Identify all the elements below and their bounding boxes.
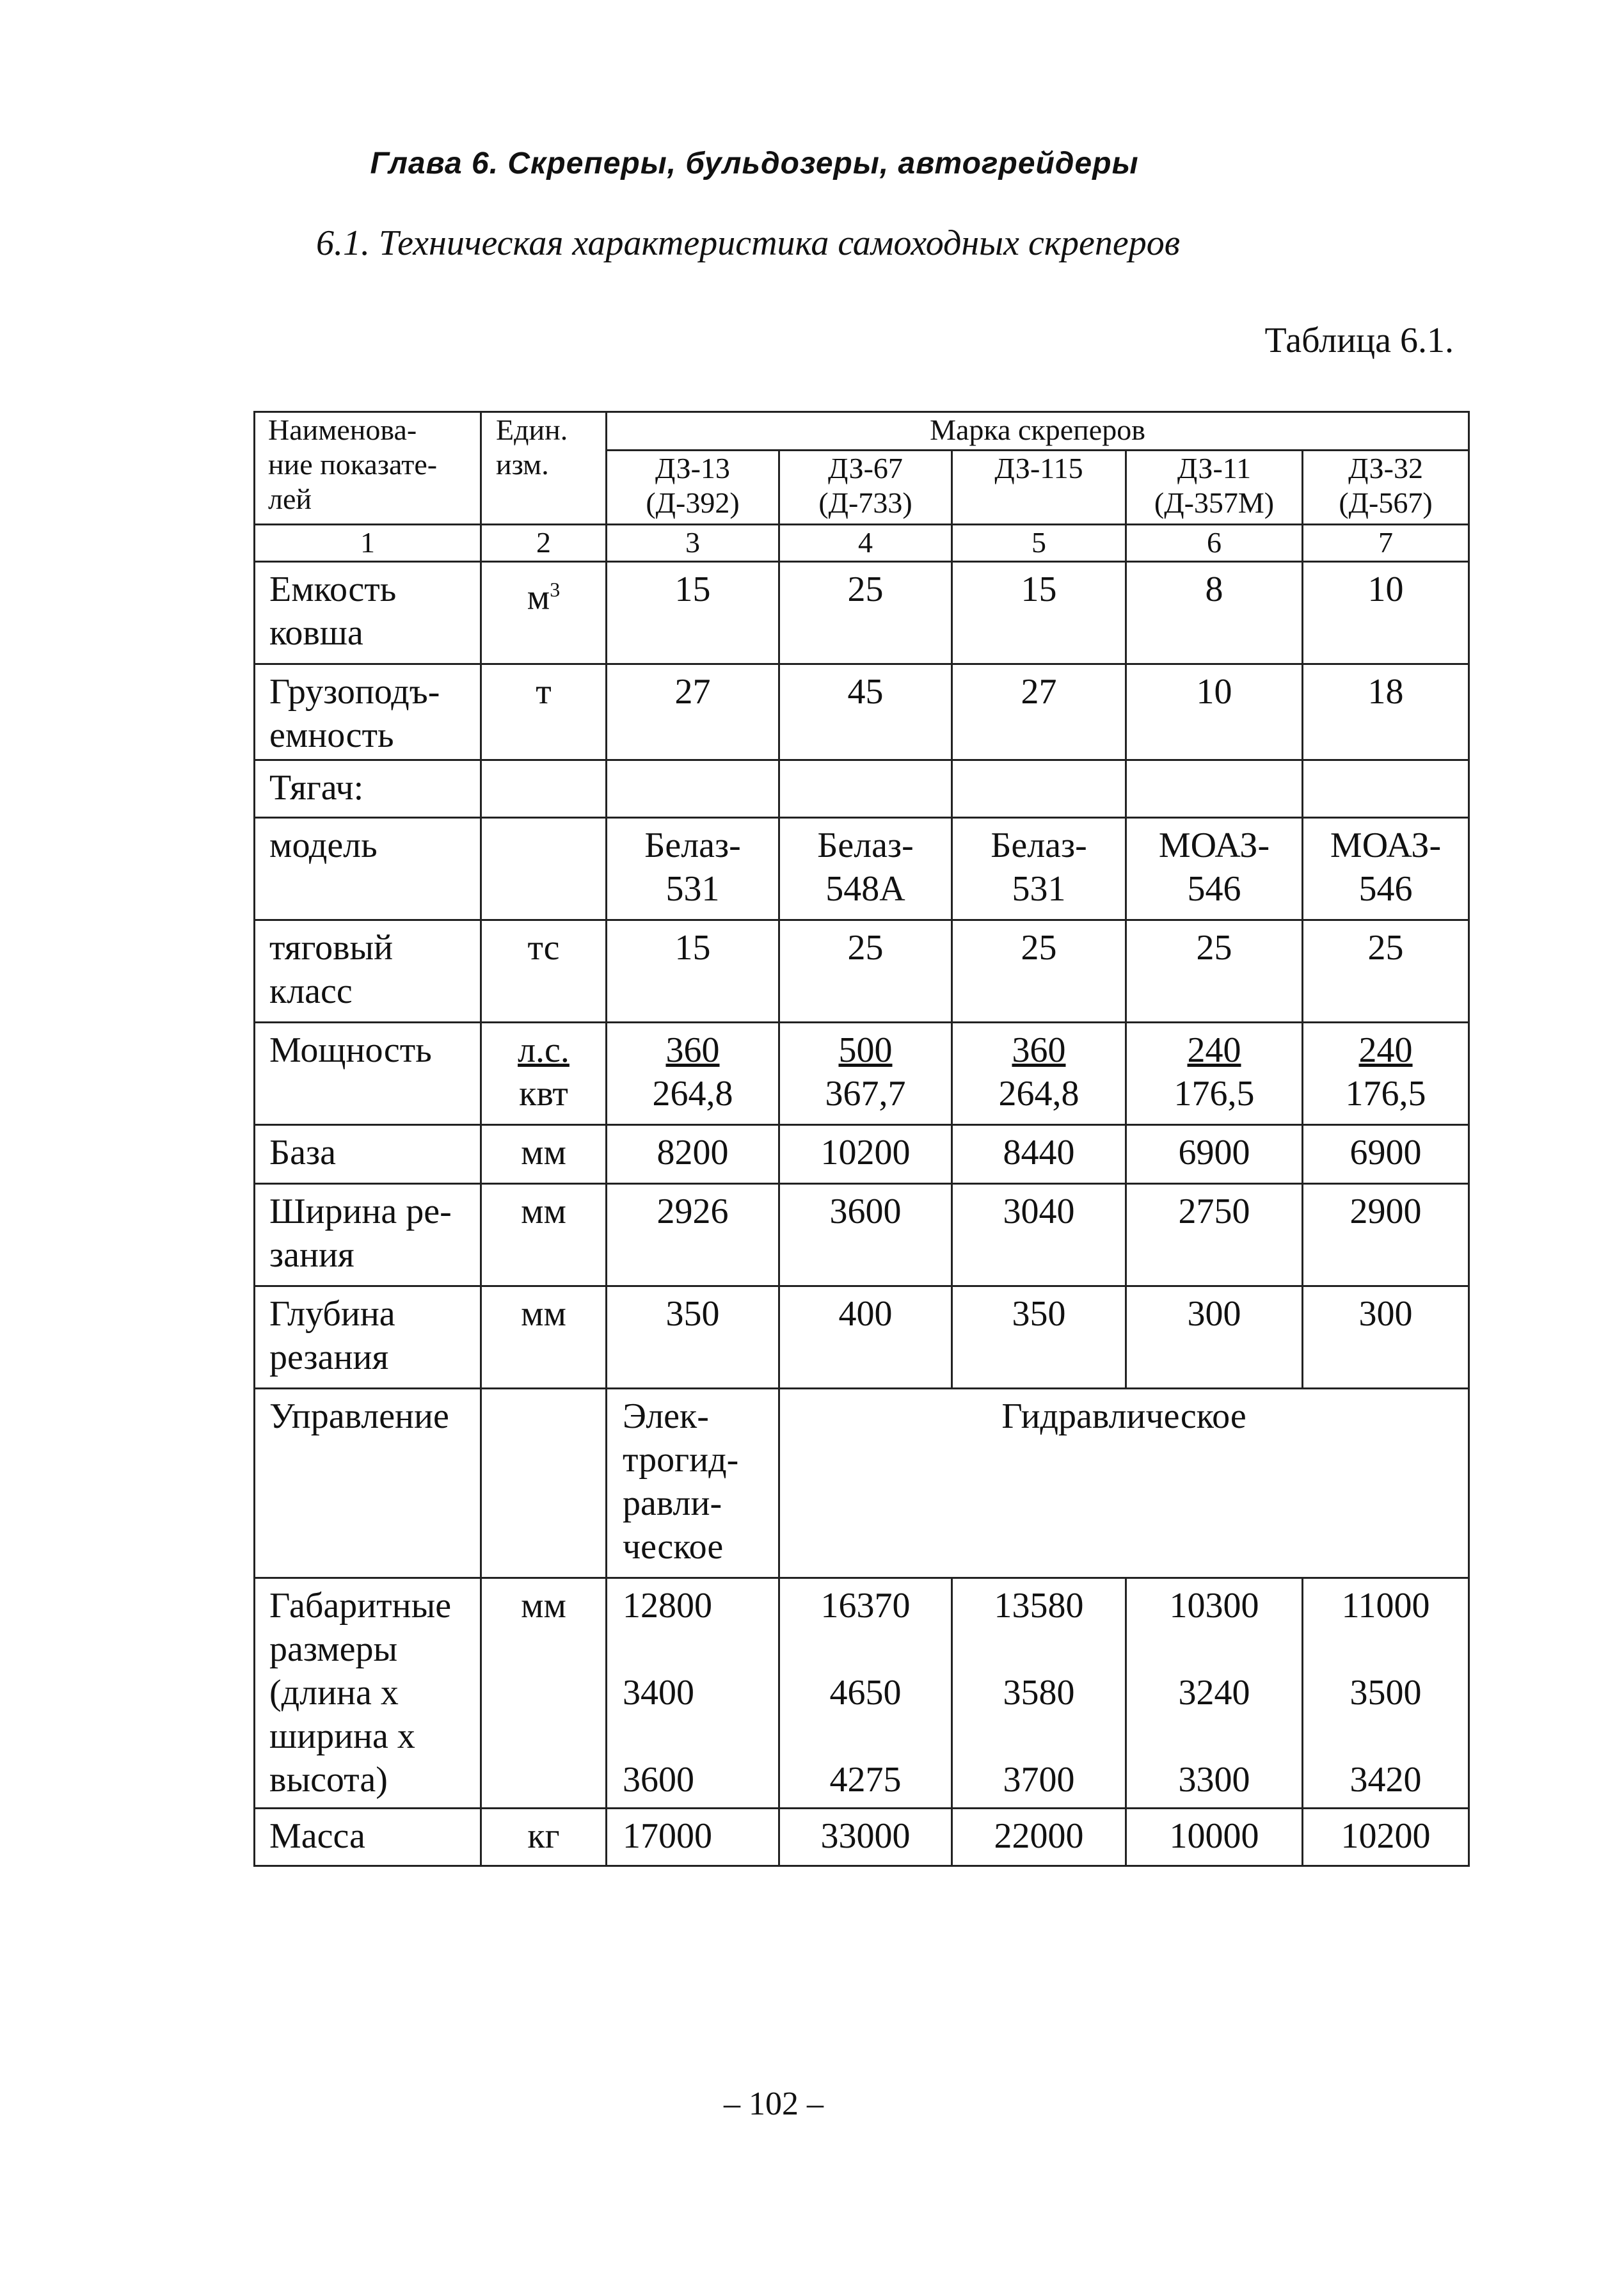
table-cell: 10200	[779, 1125, 952, 1184]
table-cell	[607, 760, 779, 818]
table-cell: 3600	[779, 1184, 952, 1286]
table-cell: МОАЗ- 546	[1303, 818, 1469, 920]
table-cell: 45	[779, 664, 952, 760]
row-label: Тягач:	[255, 760, 481, 818]
table-cell: 12800 3400 3600	[607, 1578, 779, 1809]
table-cell: 15	[607, 562, 779, 664]
page-number: – 102 –	[724, 2086, 824, 2122]
table-cell: 10	[1303, 562, 1469, 664]
scraper-specs-table	[253, 411, 1470, 1867]
table-cell: 18	[1303, 664, 1469, 760]
table-row-model	[255, 818, 1469, 920]
row-unit: мм	[481, 1578, 607, 1809]
column-number: 6	[1126, 525, 1303, 562]
row-label: модель	[255, 818, 481, 920]
model-header: ДЗ-32 (Д-567)	[1303, 451, 1469, 525]
table-cell	[779, 760, 952, 818]
param-header: Наименова- ние показате- лей	[255, 412, 481, 525]
column-number: 1	[255, 525, 481, 562]
table-cell: 350	[607, 1286, 779, 1389]
table-cell: 15	[952, 562, 1126, 664]
table-cell: 33000	[779, 1809, 952, 1866]
table-row-mass	[255, 1809, 1469, 1866]
chapter-title: Глава 6. Скреперы, бульдозеры, автогрейдеры	[370, 147, 1139, 180]
table-cell: 2750	[1126, 1184, 1303, 1286]
table-cell: 8440	[952, 1125, 1126, 1184]
table-row-load	[255, 664, 1469, 760]
table-cell: Элек- трогид- равли- ческое	[607, 1389, 779, 1578]
table-cell: Белаз- 531	[607, 818, 779, 920]
row-unit: л.с. квт	[481, 1023, 607, 1125]
table-cell: 240 176,5	[1303, 1023, 1469, 1125]
table-cell: 22000	[952, 1809, 1126, 1866]
table-cell: 11000 3500 3420	[1303, 1578, 1469, 1809]
row-label: Мощность	[255, 1023, 481, 1125]
column-number: 3	[607, 525, 779, 562]
table-cell: 27	[607, 664, 779, 760]
table-cell: 350	[952, 1286, 1126, 1389]
row-unit: мм	[481, 1125, 607, 1184]
header-row	[255, 412, 1469, 451]
row-label: Масса	[255, 1809, 481, 1866]
table-cell: 300	[1303, 1286, 1469, 1389]
section-title: 6.1. Техническая характеристика самоходных скреперов	[315, 223, 1181, 263]
row-label: Емкость ковша	[255, 562, 481, 664]
table-cell: 300	[1126, 1286, 1303, 1389]
table-cell: 360 264,8	[952, 1023, 1126, 1125]
row-label: Габаритные размеры (длина х ширина х высота)	[255, 1578, 481, 1809]
table-cell: 8200	[607, 1125, 779, 1184]
table-row-tractor	[255, 760, 1469, 818]
table-cell: 400	[779, 1286, 952, 1389]
column-number: 4	[779, 525, 952, 562]
group-header: Марка скреперов	[607, 412, 1469, 451]
table-cell: 15	[607, 920, 779, 1023]
model-header: ДЗ-115	[952, 451, 1126, 525]
table-cell	[1126, 760, 1303, 818]
table-cell: 25	[1126, 920, 1303, 1023]
column-number: 7	[1303, 525, 1469, 562]
table-cell: 10000	[1126, 1809, 1303, 1866]
table-row-cut-width	[255, 1184, 1469, 1286]
table-cell: 6900	[1303, 1125, 1469, 1184]
table-cell	[952, 760, 1126, 818]
row-unit: мм	[481, 1286, 607, 1389]
row-unit	[481, 818, 607, 920]
table-cell: 25	[952, 920, 1126, 1023]
table-number: Таблица 6.1.	[1264, 321, 1454, 360]
model-header: ДЗ-11 (Д-357М)	[1126, 451, 1303, 525]
table-row-cut-depth	[255, 1286, 1469, 1389]
row-label: Управление	[255, 1389, 481, 1578]
row-unit: кг	[481, 1809, 607, 1866]
table-cell: 27	[952, 664, 1126, 760]
table-cell-merged: Гидравлическое	[779, 1389, 1469, 1578]
table-row-capacity	[255, 562, 1469, 664]
table-cell: Белаз- 531	[952, 818, 1126, 920]
table-cell: Белаз- 548А	[779, 818, 952, 920]
row-unit	[481, 760, 607, 818]
model-header: ДЗ-67 (Д-733)	[779, 451, 952, 525]
table-cell: 16370 4650 4275	[779, 1578, 952, 1809]
table-cell: 6900	[1126, 1125, 1303, 1184]
table-cell: 360 264,8	[607, 1023, 779, 1125]
table-cell: 500 367,7	[779, 1023, 952, 1125]
unit-header: Един. изм.	[481, 412, 607, 525]
table-cell: 240 176,5	[1126, 1023, 1303, 1125]
row-label: Ширина ре- зания	[255, 1184, 481, 1286]
table-cell: 10	[1126, 664, 1303, 760]
column-number: 5	[952, 525, 1126, 562]
table-row-traction	[255, 920, 1469, 1023]
row-unit: т	[481, 664, 607, 760]
table-cell: 10300 3240 3300	[1126, 1578, 1303, 1809]
column-number-row	[255, 525, 1469, 562]
table-cell	[1303, 760, 1469, 818]
table-row-power	[255, 1023, 1469, 1125]
table-row-control	[255, 1389, 1469, 1578]
table-cell: 2900	[1303, 1184, 1469, 1286]
table-cell: 25	[1303, 920, 1469, 1023]
row-label: Глубина резания	[255, 1286, 481, 1389]
column-number: 2	[481, 525, 607, 562]
table-cell: 10200	[1303, 1809, 1469, 1866]
table-cell: 25	[779, 920, 952, 1023]
row-unit: мм	[481, 1184, 607, 1286]
table-row-base	[255, 1125, 1469, 1184]
row-label: База	[255, 1125, 481, 1184]
row-unit: тс	[481, 920, 607, 1023]
table-cell: 8	[1126, 562, 1303, 664]
table-cell: 25	[779, 562, 952, 664]
table-cell: 2926	[607, 1184, 779, 1286]
table-cell: МОАЗ- 546	[1126, 818, 1303, 920]
table-row-dimensions	[255, 1578, 1469, 1809]
table-cell: 13580 3580 3700	[952, 1578, 1126, 1809]
row-unit: $м^3$	[481, 562, 607, 664]
row-unit	[481, 1389, 607, 1578]
table-cell: 17000	[607, 1809, 779, 1866]
row-label: Грузоподъ- емность	[255, 664, 481, 760]
table-cell: 3040	[952, 1184, 1126, 1286]
row-label: тяговый класс	[255, 920, 481, 1023]
model-header: ДЗ-13 (Д-392)	[607, 451, 779, 525]
